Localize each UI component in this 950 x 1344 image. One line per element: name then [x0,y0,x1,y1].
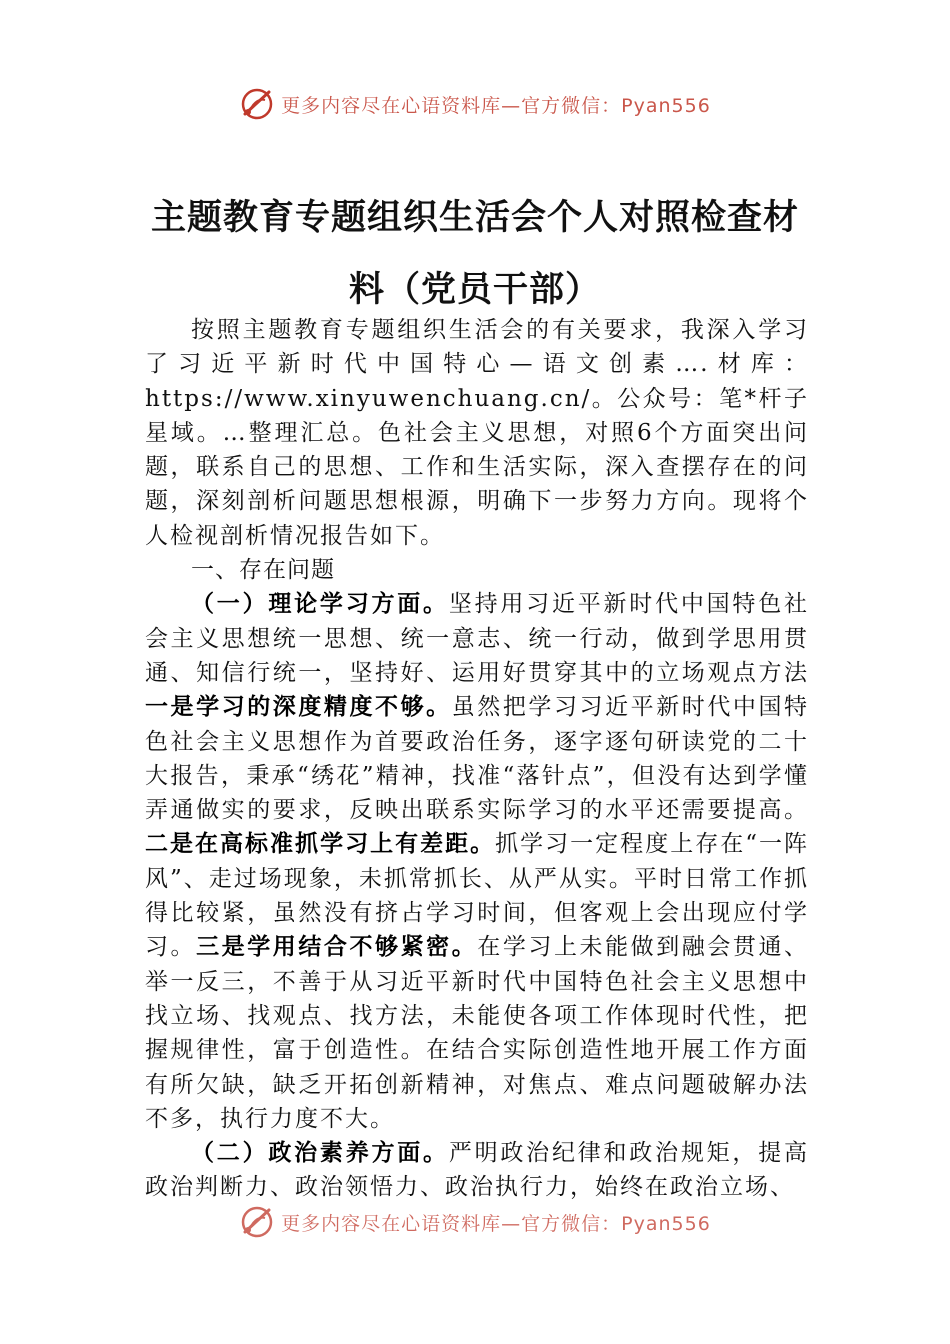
document-body [145,313,809,1205]
para1-text: 坚持用习近平新时代中国特色社会主义思想统一思想、统一意志、统一行动，做到学思用贯通、知信行统一，坚持好、运用好贯穿其中的立场观点方法 [145,591,810,686]
brush-logo-icon [239,86,275,122]
para2-text: 严明政治纪律和政治规矩，提高政治判断力、政治领悟力、政治执行力，始终在政治立场、 [145,1140,810,1201]
theory-study-paragraph [145,587,809,1136]
para1-lead: （一）理论学习方面。 [191,590,449,618]
section-heading: 一、存在问题 [191,557,335,584]
para2-lead: （二）政治素养方面。 [191,1139,449,1167]
point2-text: 抓学习一定程度上存在“一阵风”、走过场现象，未抓常抓长、从严从实。平时日常工作抓得比较紧，虽然没有挤占学习时间，但客观上会出现应付学习。 [145,831,810,961]
point2-bold: 二是在高标准抓学习上有差距。 [145,830,496,858]
title-line-2: 料（党员干部） [348,269,601,310]
watermark-banner-bottom [0,1204,950,1240]
watermark-text-bottom: 更多内容尽在心语资料库—官方微信：Pyan556 [281,1212,711,1235]
political-quality-paragraph [145,1136,809,1205]
watermark-text: 更多内容尽在心语资料库—官方微信：Pyan556 [281,94,711,117]
document-title [145,182,805,326]
intro-paragraph: 按照主题教育专题组织生活会的有关要求，我深入学习了习近平新时代中国特心—语文创素….材库：https://www.xinyuwenchuang.cn/。公众号：笔*杆子星域。…整理汇总。色社会主义思想，对照6个方面突出问题，联系自己的思想、工作和生活实际，深入查摆存在的问题，深刻剖析问题思想根源，明确下一步努力方向。现将个人检视剖析情况报告如下。 [145,317,809,549]
point3-bold: 三是学用结合不够紧密。 [196,933,478,961]
point3-text: 在学习上未能做到融会贯通、举一反三，不善于从习近平新时代中国特色社会主义思想中找立场、找观点、找方法，未能使各项工作体现时代性，把握规律性，富于创造性。在结合实际创造性地开展工作方面有所欠缺，缺乏开拓创新精神，对焦点、难点问题破解办法不多，执行力度不大。 [145,934,810,1132]
title-line-1: 主题教育专题组织生活会个人对照检查材 [150,197,799,238]
watermark-banner-top [0,86,950,122]
point1-bold: 一是学习的深度精度不够。 [145,693,452,721]
brush-logo-icon [239,1204,275,1240]
point1-text: 虽然把学习习近平新时代中国特色社会主义思想作为首要政治任务，逐字逐句研读党的二十大报告，秉承“绣花”精神，找准“落针点”，但没有达到学懂弄通做实的要求，反映出联系实际学习的水平还需要提高。 [145,694,810,824]
